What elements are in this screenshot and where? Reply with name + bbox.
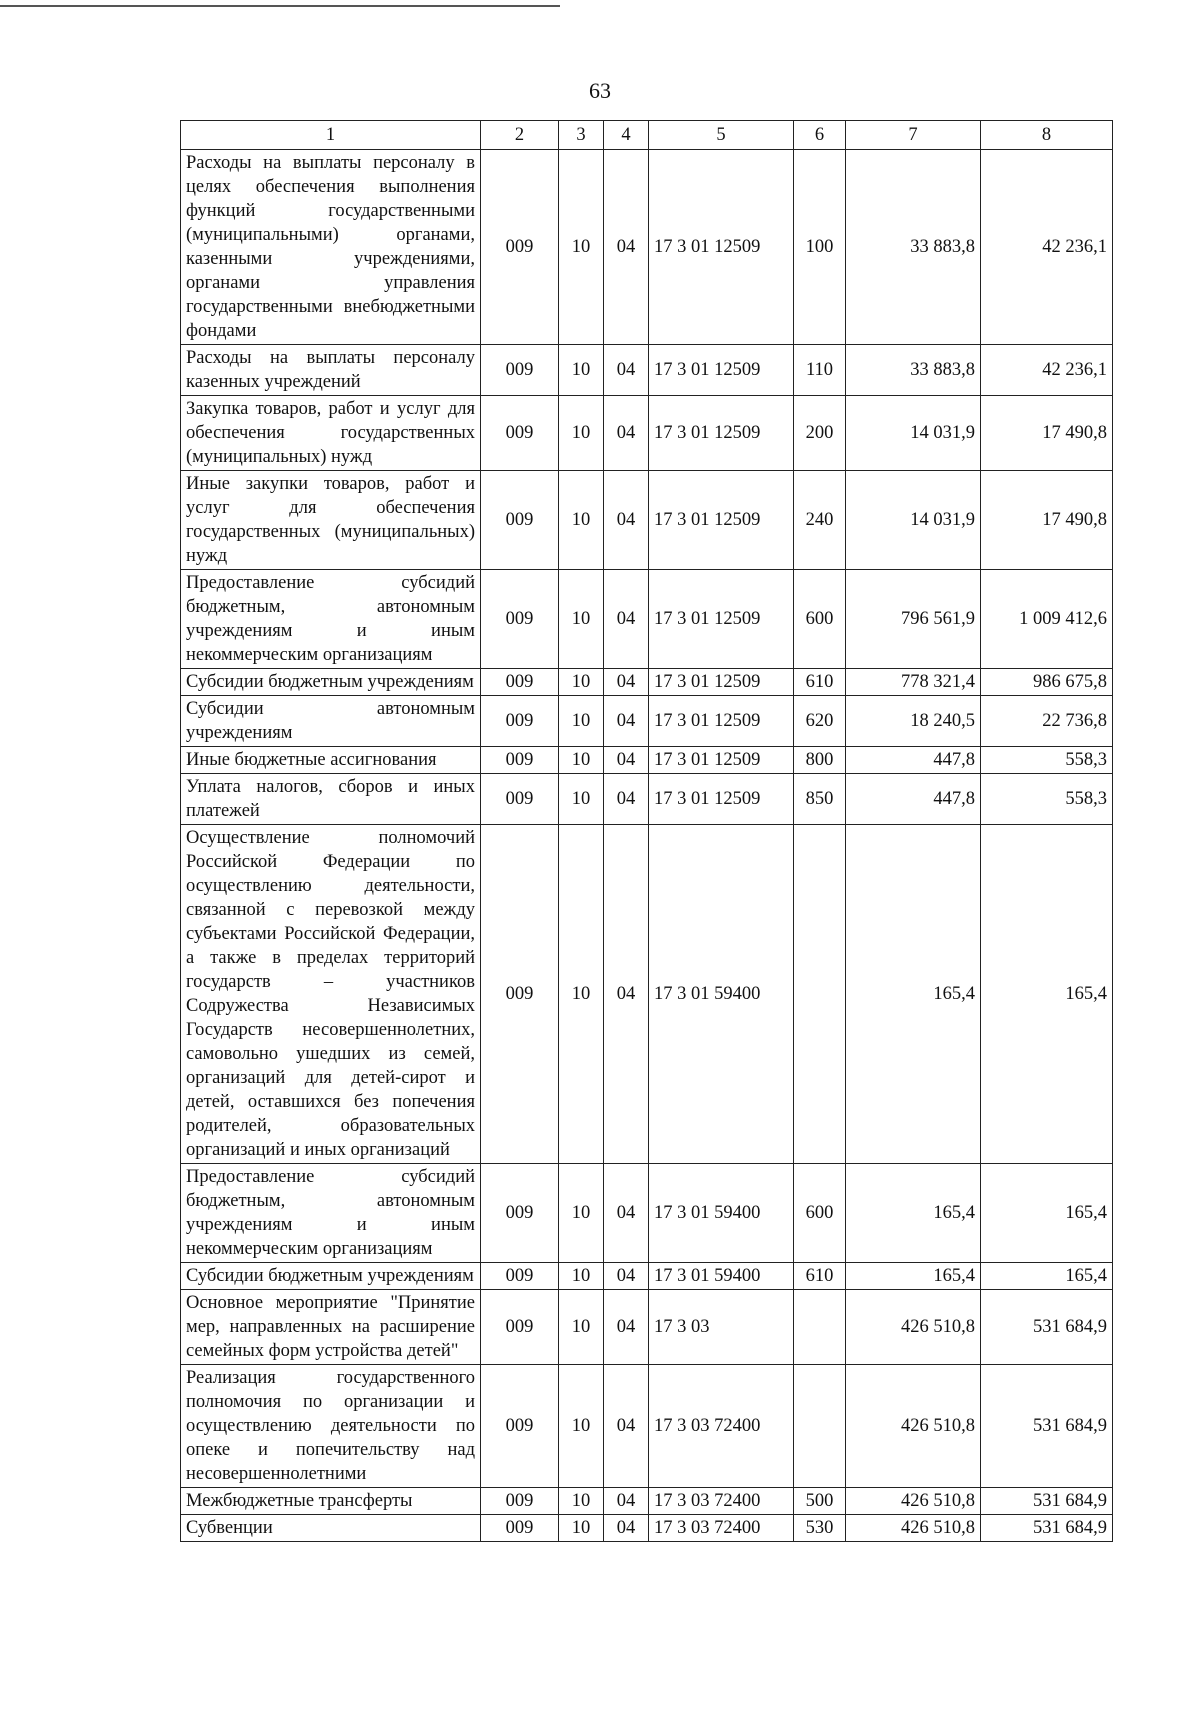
row-ved-code: 009 (481, 1365, 559, 1488)
row-amount-year-1: 796 561,9 (846, 570, 981, 669)
row-amount-year-2: 558,3 (981, 747, 1113, 774)
row-ved-code: 009 (481, 669, 559, 696)
row-subsection-code: 04 (604, 774, 649, 825)
row-section-code: 10 (559, 1488, 604, 1515)
row-section-code: 10 (559, 471, 604, 570)
row-target-article: 17 3 03 72400 (649, 1365, 794, 1488)
row-expense-type: 530 (794, 1515, 846, 1542)
table-row (181, 345, 1113, 396)
row-name: Субсидии автономным учреждениям (181, 696, 481, 747)
row-target-article: 17 3 01 12509 (649, 471, 794, 570)
row-section-code: 10 (559, 1164, 604, 1263)
table-body (181, 150, 1113, 1542)
row-ved-code: 009 (481, 471, 559, 570)
row-ved-code: 009 (481, 774, 559, 825)
row-target-article: 17 3 01 12509 (649, 570, 794, 669)
row-expense-type: 600 (794, 570, 846, 669)
row-expense-type: 240 (794, 471, 846, 570)
row-section-code: 10 (559, 696, 604, 747)
row-name: Субсидии бюджетным учреждениям (181, 669, 481, 696)
row-subsection-code: 04 (604, 669, 649, 696)
row-ved-code: 009 (481, 1488, 559, 1515)
row-section-code: 10 (559, 669, 604, 696)
row-target-article: 17 3 01 59400 (649, 825, 794, 1164)
row-amount-year-1: 14 031,9 (846, 396, 981, 471)
row-section-code: 10 (559, 396, 604, 471)
row-expense-type: 200 (794, 396, 846, 471)
row-ved-code: 009 (481, 1290, 559, 1365)
row-amount-year-2: 22 736,8 (981, 696, 1113, 747)
header-col-8: 8 (981, 121, 1113, 150)
row-ved-code: 009 (481, 696, 559, 747)
table-row (181, 669, 1113, 696)
row-section-code: 10 (559, 825, 604, 1164)
row-amount-year-1: 33 883,8 (846, 345, 981, 396)
row-ved-code: 009 (481, 1263, 559, 1290)
row-section-code: 10 (559, 150, 604, 345)
row-ved-code: 009 (481, 1515, 559, 1542)
row-subsection-code: 04 (604, 396, 649, 471)
row-amount-year-2: 17 490,8 (981, 471, 1113, 570)
row-target-article: 17 3 03 72400 (649, 1515, 794, 1542)
table-row (181, 825, 1113, 1164)
header-col-2: 2 (481, 121, 559, 150)
row-section-code: 10 (559, 570, 604, 669)
table-row (181, 774, 1113, 825)
row-amount-year-1: 426 510,8 (846, 1488, 981, 1515)
row-subsection-code: 04 (604, 825, 649, 1164)
table-row (181, 1365, 1113, 1488)
table-row (181, 1488, 1113, 1515)
row-ved-code: 009 (481, 150, 559, 345)
row-name: Иные бюджетные ассигнования (181, 747, 481, 774)
row-expense-type (794, 1290, 846, 1365)
row-amount-year-1: 426 510,8 (846, 1365, 981, 1488)
row-amount-year-2: 42 236,1 (981, 345, 1113, 396)
row-amount-year-1: 426 510,8 (846, 1515, 981, 1542)
row-expense-type: 620 (794, 696, 846, 747)
table-row (181, 1164, 1113, 1263)
row-subsection-code: 04 (604, 747, 649, 774)
row-amount-year-1: 447,8 (846, 747, 981, 774)
table-row (181, 396, 1113, 471)
row-amount-year-2: 531 684,9 (981, 1515, 1113, 1542)
row-name: Реализация государственного полномочия по организации и осуществлению деятельности по опеке и попечительству над несовершеннолетними (181, 1365, 481, 1488)
header-col-4: 4 (604, 121, 649, 150)
row-name: Закупка товаров, работ и услуг для обеспечения государственных (муниципальных) нужд (181, 396, 481, 471)
row-amount-year-2: 165,4 (981, 1263, 1113, 1290)
row-subsection-code: 04 (604, 1365, 649, 1488)
row-amount-year-1: 165,4 (846, 1164, 981, 1263)
row-ved-code: 009 (481, 825, 559, 1164)
row-subsection-code: 04 (604, 150, 649, 345)
row-name: Межбюджетные трансферты (181, 1488, 481, 1515)
row-name: Предоставление субсидий бюджетным, автономным учреждениям и иным некоммерческим организациям (181, 1164, 481, 1263)
row-amount-year-2: 165,4 (981, 825, 1113, 1164)
row-name: Расходы на выплаты персоналу казенных учреждений (181, 345, 481, 396)
row-ved-code: 009 (481, 396, 559, 471)
row-name: Уплата налогов, сборов и иных платежей (181, 774, 481, 825)
row-expense-type: 110 (794, 345, 846, 396)
row-amount-year-2: 531 684,9 (981, 1365, 1113, 1488)
row-section-code: 10 (559, 774, 604, 825)
row-target-article: 17 3 03 (649, 1290, 794, 1365)
page-number: 63 (589, 78, 611, 103)
row-subsection-code: 04 (604, 1263, 649, 1290)
row-subsection-code: 04 (604, 570, 649, 669)
row-subsection-code: 04 (604, 1515, 649, 1542)
row-amount-year-1: 14 031,9 (846, 471, 981, 570)
row-amount-year-2: 558,3 (981, 774, 1113, 825)
row-target-article: 17 3 01 12509 (649, 345, 794, 396)
table-row (181, 1515, 1113, 1542)
row-amount-year-1: 33 883,8 (846, 150, 981, 345)
row-expense-type: 800 (794, 747, 846, 774)
row-name: Осуществление полномочий Российской Федерации по осуществлению деятельности, связанной с перевозкой между субъектами Российской Федерации, а также в пределах территорий государств – участников Содружества Независимых Государств несовершеннолетних, самовольно ушедших из семей, организаций для детей-сирот и детей, оставшихся без попечения родителей, образовательных организаций и иных организаций (181, 825, 481, 1164)
row-target-article: 17 3 01 59400 (649, 1164, 794, 1263)
header-col-1: 1 (181, 121, 481, 150)
row-amount-year-1: 165,4 (846, 825, 981, 1164)
row-section-code: 10 (559, 1263, 604, 1290)
table-row (181, 1290, 1113, 1365)
row-name: Расходы на выплаты персоналу в целях обеспечения выполнения функций государственными (муниципальными) органами, казенными учреждениями, органами управления государственными внебюджетными фондами (181, 150, 481, 345)
row-expense-type (794, 1365, 846, 1488)
row-target-article: 17 3 01 12509 (649, 150, 794, 345)
row-name: Предоставление субсидий бюджетным, автономным учреждениям и иным некоммерческим организациям (181, 570, 481, 669)
row-target-article: 17 3 01 12509 (649, 696, 794, 747)
row-expense-type (794, 825, 846, 1164)
table-row (181, 150, 1113, 345)
row-ved-code: 009 (481, 747, 559, 774)
row-name: Основное мероприятие "Принятие мер, направленных на расширение семейных форм устройства детей" (181, 1290, 481, 1365)
table-row (181, 1263, 1113, 1290)
row-name: Субсидии бюджетным учреждениям (181, 1263, 481, 1290)
row-section-code: 10 (559, 1515, 604, 1542)
header-col-7: 7 (846, 121, 981, 150)
row-amount-year-2: 165,4 (981, 1164, 1113, 1263)
row-subsection-code: 04 (604, 1488, 649, 1515)
budget-table (180, 120, 1113, 1542)
row-expense-type: 500 (794, 1488, 846, 1515)
row-subsection-code: 04 (604, 1164, 649, 1263)
row-section-code: 10 (559, 747, 604, 774)
row-expense-type: 610 (794, 1263, 846, 1290)
header-col-5: 5 (649, 121, 794, 150)
row-amount-year-2: 42 236,1 (981, 150, 1113, 345)
row-amount-year-2: 17 490,8 (981, 396, 1113, 471)
row-amount-year-2: 986 675,8 (981, 669, 1113, 696)
row-ved-code: 009 (481, 345, 559, 396)
row-amount-year-2: 531 684,9 (981, 1488, 1113, 1515)
row-amount-year-1: 165,4 (846, 1263, 981, 1290)
row-amount-year-1: 18 240,5 (846, 696, 981, 747)
table-header-row (181, 121, 1113, 150)
row-amount-year-2: 531 684,9 (981, 1290, 1113, 1365)
table-row (181, 471, 1113, 570)
row-amount-year-1: 778 321,4 (846, 669, 981, 696)
row-target-article: 17 3 01 12509 (649, 774, 794, 825)
row-subsection-code: 04 (604, 471, 649, 570)
table-row (181, 570, 1113, 669)
table-row (181, 747, 1113, 774)
row-subsection-code: 04 (604, 696, 649, 747)
header-col-3: 3 (559, 121, 604, 150)
row-target-article: 17 3 01 12509 (649, 669, 794, 696)
row-target-article: 17 3 01 12509 (649, 396, 794, 471)
row-target-article: 17 3 01 59400 (649, 1263, 794, 1290)
row-amount-year-2: 1 009 412,6 (981, 570, 1113, 669)
row-name: Субвенции (181, 1515, 481, 1542)
row-target-article: 17 3 01 12509 (649, 747, 794, 774)
row-expense-type: 100 (794, 150, 846, 345)
row-name: Иные закупки товаров, работ и услуг для обеспечения государственных (муниципальных) нужд (181, 471, 481, 570)
row-section-code: 10 (559, 1365, 604, 1488)
row-amount-year-1: 447,8 (846, 774, 981, 825)
row-section-code: 10 (559, 345, 604, 396)
row-target-article: 17 3 03 72400 (649, 1488, 794, 1515)
top-rule (0, 5, 560, 7)
row-subsection-code: 04 (604, 345, 649, 396)
row-amount-year-1: 426 510,8 (846, 1290, 981, 1365)
table-row (181, 696, 1113, 747)
row-section-code: 10 (559, 1290, 604, 1365)
row-expense-type: 610 (794, 669, 846, 696)
row-expense-type: 600 (794, 1164, 846, 1263)
row-subsection-code: 04 (604, 1290, 649, 1365)
header-col-6: 6 (794, 121, 846, 150)
row-ved-code: 009 (481, 570, 559, 669)
row-ved-code: 009 (481, 1164, 559, 1263)
row-expense-type: 850 (794, 774, 846, 825)
